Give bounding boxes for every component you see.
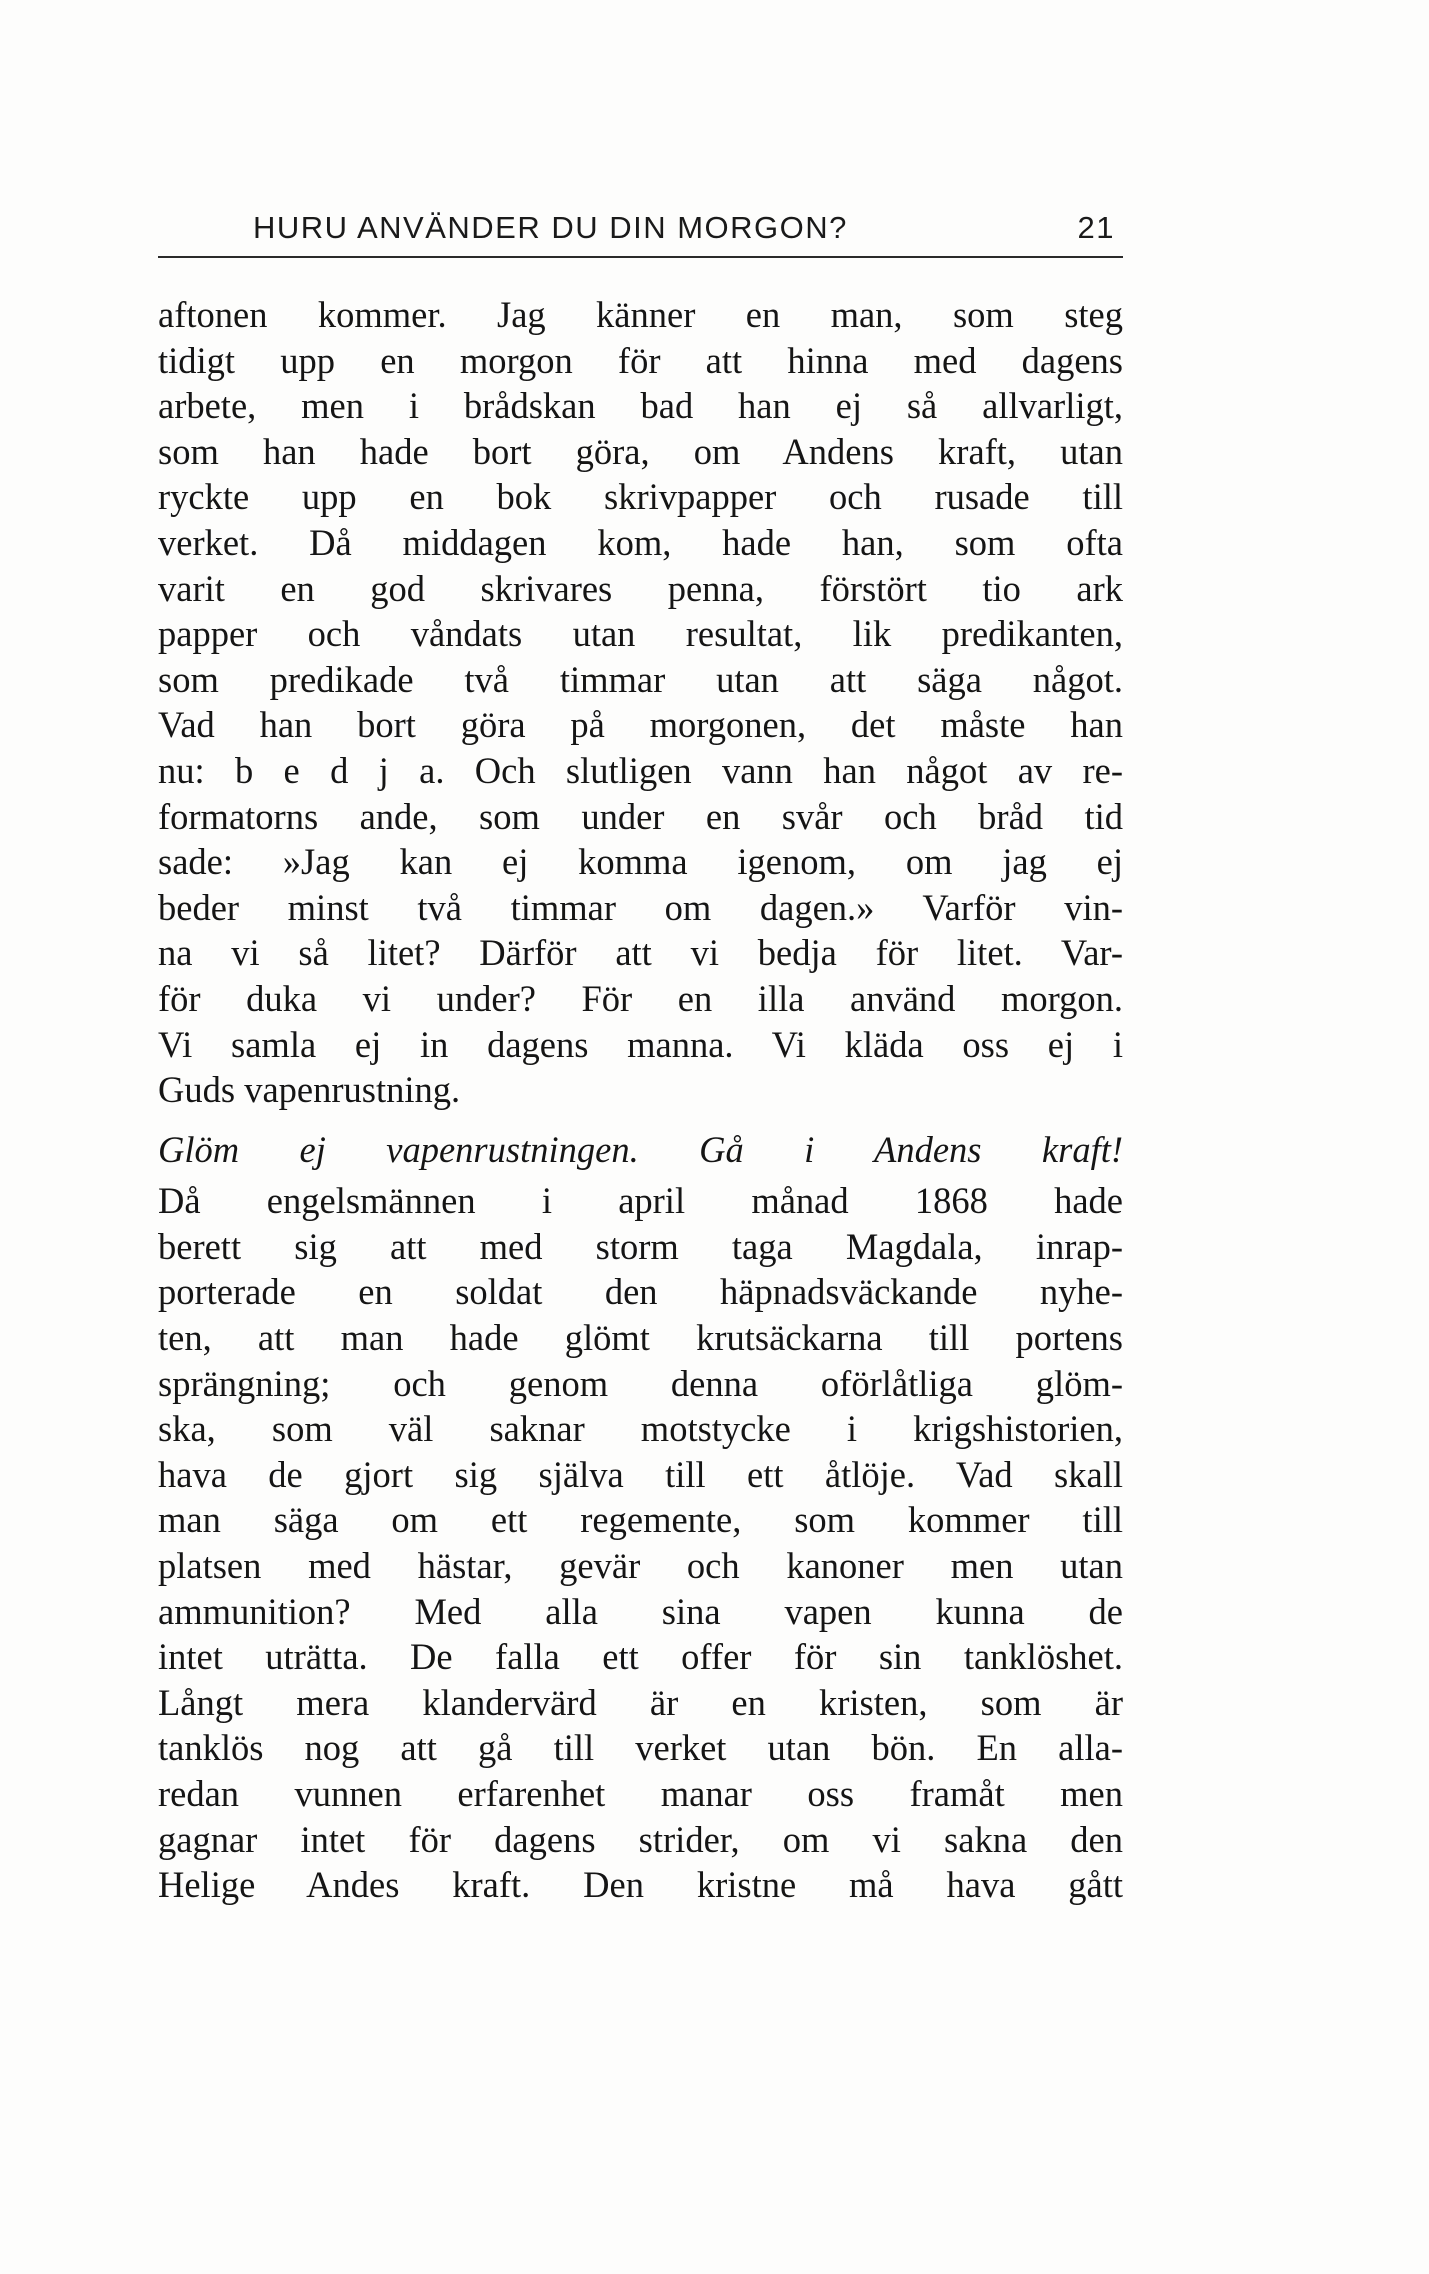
text-line: som predikade två timmar utan att säga något. xyxy=(158,658,1123,700)
page-number: 21 xyxy=(1077,210,1115,245)
text-line: beder minst två timmar om dagen.» Varför vin- xyxy=(158,886,1123,928)
running-title: HURU ANVÄNDER DU DIN MORGON? xyxy=(253,210,848,245)
text-line: hava de gjort sig själva till ett åtlöje. Vad skall xyxy=(158,1453,1123,1495)
text-line: man säga om ett regemente, som kommer till xyxy=(158,1499,1123,1541)
text-line: ska, som väl saknar motstycke i krigshistorien, xyxy=(158,1408,1123,1450)
text-line: Vad han bort göra på morgonen, det måste han xyxy=(158,704,1123,746)
text-line: sprängning; och genom denna oförlåtliga glöm- xyxy=(158,1362,1123,1404)
section-heading: Glöm ej vapenrustningen. Gå i Andens kraft! xyxy=(158,1128,1123,1170)
text-line: verket. Då middagen kom, hade han, som ofta xyxy=(158,521,1123,563)
text-line: ryckte upp en bok skrivpapper och rusade till xyxy=(158,476,1123,518)
text-line: papper och våndats utan resultat, lik predikanten, xyxy=(158,613,1123,655)
paragraph-2 xyxy=(158,1178,1123,1908)
text-line: porterade en soldat den häpnadsväckande nyhe- xyxy=(158,1271,1123,1313)
running-header xyxy=(158,206,1123,254)
text-line: nu: b e d j a. Och slutligen vann han något av re- xyxy=(158,749,1123,791)
text-line: Vi samla ej in dagens manna. Vi kläda oss ej i xyxy=(158,1023,1123,1065)
text-line: tidigt upp en morgon för att hinna med dagens xyxy=(158,339,1123,381)
text-line: Långt mera klandervärd är en kristen, som är xyxy=(158,1681,1123,1723)
text-line: aftonen kommer. Jag känner en man, som steg xyxy=(158,294,1123,335)
text-line: ammunition? Med alla sina vapen kunna de xyxy=(158,1590,1123,1632)
text-line: arbete, men i brådskan bad han ej så allvarligt, xyxy=(158,385,1123,427)
text-line: platsen med hästar, gevär och kanoner men utan xyxy=(158,1545,1123,1587)
text-line: redan vunnen erfarenhet manar oss framåt men xyxy=(158,1773,1123,1814)
text-line: intet uträtta. De falla ett offer för sin tanklöshet. xyxy=(158,1636,1123,1678)
text-line: gagnar intet för dagens strider, om vi sakna den xyxy=(158,1818,1123,1860)
text-line: ten, att man hade glömt krutsäckarna till portens xyxy=(158,1317,1123,1359)
text-line: som han hade bort göra, om Andens kraft, utan xyxy=(158,430,1123,472)
text-line: sade: »Jag kan ej komma igenom, om jag ej xyxy=(158,841,1123,883)
text-line: Då engelsmännen i april månad 1868 hade xyxy=(158,1180,1123,1222)
text-line: na vi så litet? Därför att vi bedja för litet. Var- xyxy=(158,932,1123,974)
header-rule xyxy=(158,256,1123,258)
text-line: för duka vi under? För en illa använd morgon. xyxy=(158,977,1123,1019)
text-line: formatorns ande, som under en svår och bråd tid xyxy=(158,795,1123,837)
paragraph-1 xyxy=(158,292,1123,1113)
text-line: varit en god skrivares penna, förstört tio ark xyxy=(158,567,1123,609)
text-line: Helige Andes kraft. Den kristne må hava gått xyxy=(158,1864,1123,1906)
body-text xyxy=(158,292,1123,1908)
text-line: Guds vapenrustning. xyxy=(158,1069,461,1111)
text-line: tanklös nog att gå till verket utan bön. En alla- xyxy=(158,1727,1123,1769)
text-line: berett sig att med storm taga Magdala, inrap- xyxy=(158,1225,1123,1267)
